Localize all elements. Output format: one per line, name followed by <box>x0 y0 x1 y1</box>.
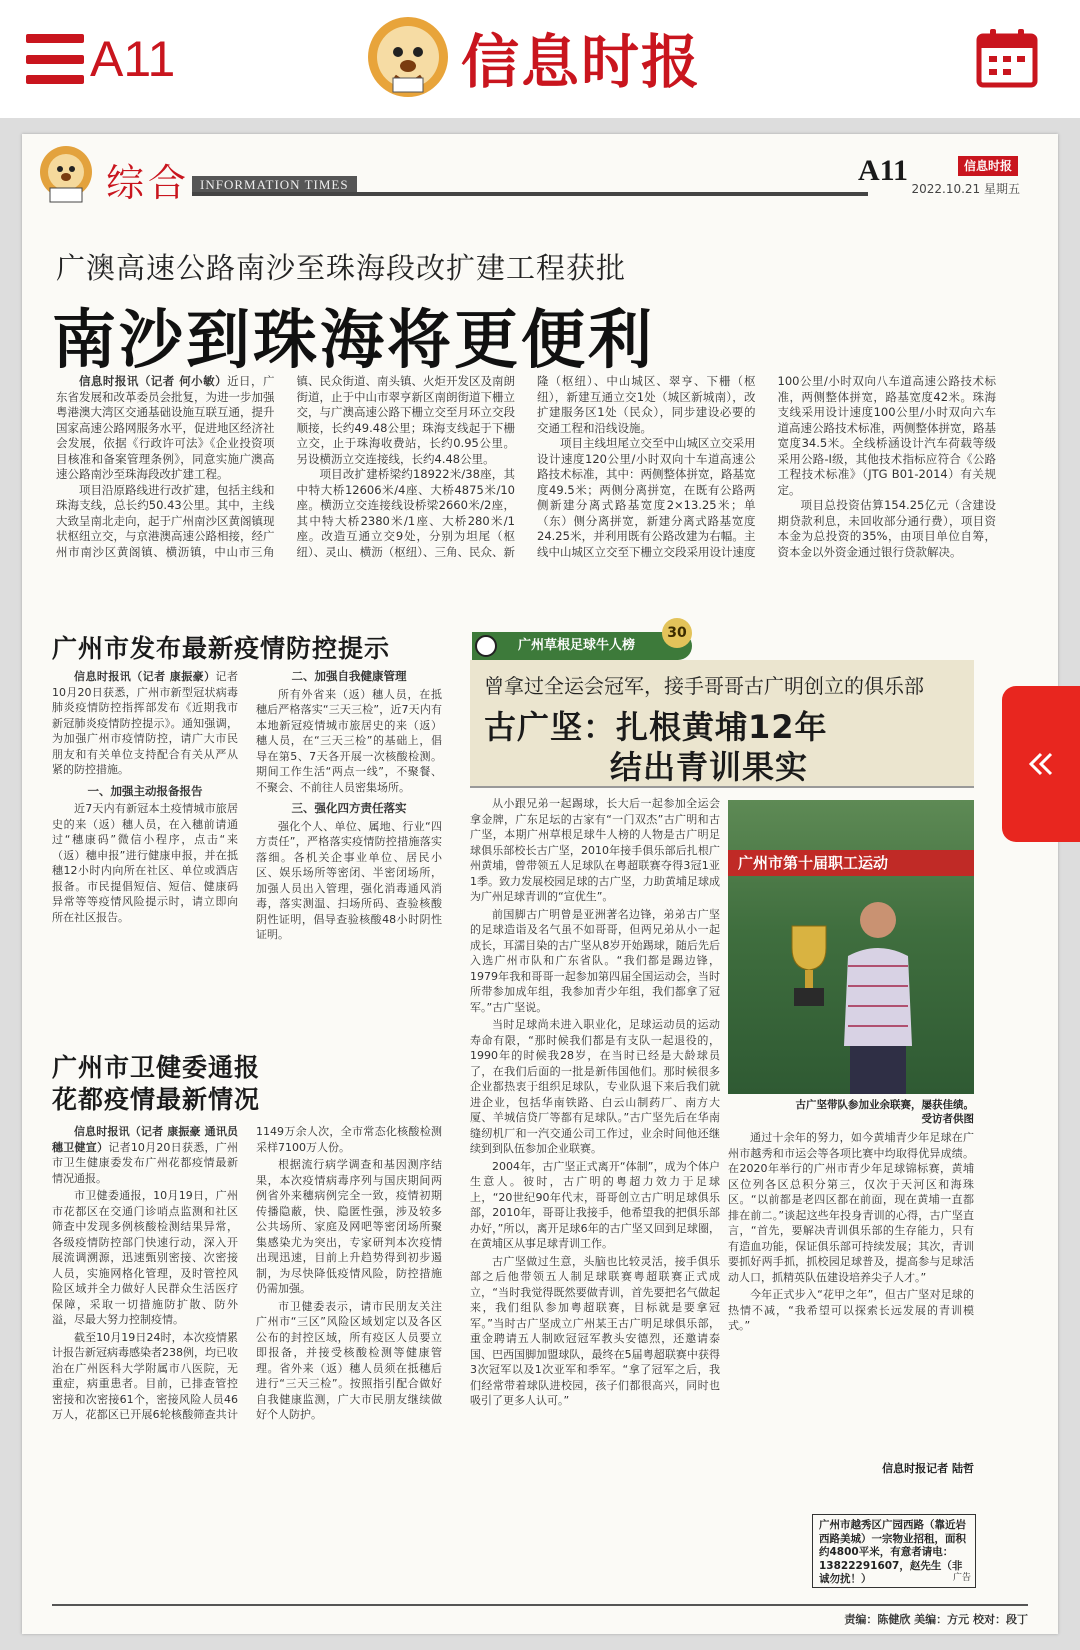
health-paragraph: 根据流行病学调查和基因测序结果，本次疫情病毒序列与国庆期间两例省外来穗病例完全一致，疫情初期传播隐蔽，快、隐匿性强，涉及较多公共场所、家庭及网吧等密闭场所聚集感染尤为突出，专家研判本次疫情出现迅速，目前上升趋势得到初步遏制，为尽快降低疫情风险，防控措施仍需加强。 <box>256 1158 442 1295</box>
paper-viewer[interactable] <box>0 118 1080 1650</box>
issue-date: 2022.10.21 星期五 <box>911 182 1020 196</box>
ad-text: 广州市越秀区广园西路（靠近岩西路美城）一宗物业招租，面积约4800平米，有意者请电：13822291607，赵先生（非诚勿扰！） <box>819 1519 966 1585</box>
editor-credits: 责编：陈健欣 美编：方元 校对：段丁 <box>844 1613 1028 1626</box>
epidemic-article-body[interactable] <box>52 669 442 1049</box>
epidemic-subheading: 二、加强自我健康管理 <box>291 669 407 683</box>
double-chevron-left-icon[interactable] <box>1025 748 1057 780</box>
health-headline-line2: 花都疫情最新情况 <box>52 1085 261 1114</box>
menu-button[interactable] <box>26 31 176 87</box>
feature-paragraph: 当时足球尚未进入职业化，足球运动员的运动寿命有限，“那时候我们都是有支队一起退役的，1990年的时候我28岁，在当时已经是大龄球员了，在我们后面的一批是新伟国他们。那时候很多企业都热衷于组织足球队，专业队退下来后我们就进企业，包括华南铁路、白云山制药厂、南方大厦、羊城信贷厂等都有足球队。”古广坚先后在华南缝纫机厂和一汽交通公司工作过，业余时间他还继续到到队伍参加企业联赛。 <box>470 1018 720 1155</box>
lion-logo-icon <box>365 14 451 100</box>
feature-signoff: 信息时报记者 陆哲 <box>882 1462 974 1475</box>
photo-credit: 受访者供图 <box>921 1113 974 1125</box>
epidemic-paragraph: 近7天内有新冠本土疫情城市旅居史的来（返）穗人员，在入穗前请通过“穗康码”微信小程序，点击“来（返）穗申报”进行健康申报，并在抵穗12小时内向所在社区、单位或酒店报备。市民提倡短信、短信、健康码异常等等疫情风险提示时，请立即向所在社区报告。 <box>52 802 238 924</box>
health-paragraph: 市卫健委通报，10月19日，广州市花都区在交通门诊哨点监测和社区筛查中发现多例核酸检测结果异常，各级疫情防控部门快速行动，深入开展流调溯源，迅速甄别密接、次密接人员，实施网格化管理，及时管控风险区域并全力做好人民群众生活医疗保障，采取一切措施防扩散、防外溢，尽最大努力控制疫情。 <box>52 1189 238 1326</box>
issue-badge: 30 <box>662 618 692 648</box>
feature-headline-box[interactable] <box>470 660 974 788</box>
masthead-rule <box>192 192 868 196</box>
lead-paragraph: 项目沿原路线进行改扩建，包括主线和珠海支线，总长约50.43公里。其中，主线大致呈南北走向，起于广州南沙区黄阁镇现状枢纽立交，与京港澳高速公路相接，经广州市南沙区黄阁镇、横沥镇，中山市三角镇、民众街道、南头镇、火炬开发区及南朗街道，止于中山市翠亨新区南朗街道下栅立交，与广澳高速公路下栅立交至月环立交段顺接，长约49.48公里；珠海支线起于下栅立交，止于珠海收费站，长约0.95公里。另设横沥立交连接线，长约4.48公里。 <box>56 374 515 559</box>
epidemic-intro: 记者10月20日获悉，广州市新型冠状病毒肺炎疫情防控指挥部发布《近期我市新冠肺炎疫情防控提示》。通知强调，为加强广州市疫情防控，请广大市民朋友和有关单位支持配合有关从严从紧的防控措施。 <box>52 670 238 776</box>
health-paragraph: 记者10月20日获悉，广州市卫生健康委发布广州花都疫情最新情况通报。 <box>52 1140 239 1185</box>
lion-mascot-icon <box>36 144 96 204</box>
photo-caption-text: 古广坚带队参加业余联赛，屡获佳绩。 <box>795 1099 974 1111</box>
page-label[interactable]: A11 <box>90 31 176 87</box>
football-icon <box>475 635 497 657</box>
lead-kicker[interactable]: 广澳高速公路南沙至珠海段改扩建工程获批 <box>56 251 627 285</box>
page-masthead <box>22 134 1058 212</box>
newspaper-page[interactable] <box>22 134 1058 1634</box>
column-ribbon: 广州草根足球牛人榜 <box>472 632 692 660</box>
epidemic-subheading: 一、加强主动报备报告 <box>87 783 203 798</box>
trophy-icon <box>784 920 834 1010</box>
feature-kicker: 曾拿过全运会冠军，接手哥哥古广明创立的俱乐部 <box>484 674 924 698</box>
collapse-panel-button[interactable] <box>1002 686 1080 842</box>
page-number: A11 <box>857 154 908 187</box>
hamburger-menu-icon[interactable] <box>26 34 84 84</box>
feature-photo[interactable] <box>728 800 974 1094</box>
health-paragraph: 截至10月19日24时，本次疫情累计报告新冠病毒感染者238例，均已收治在广州医科大学附属市八医院，无重症，病重患者。目前，已排查管控密接和次密接61个，密接风险人员46万人，花都区已开展6轮核酸筛查共计1149万余人次，全市常态化核酸检测采样7100万人份。 <box>52 1125 442 1421</box>
feature-article-body-continued[interactable] <box>728 1130 974 1460</box>
health-byline: 信息时报讯（记者 康振豪 通讯员 穗卫健宣） <box>52 1125 238 1154</box>
feature-paragraph: 通过十余年的努力，如今黄埔青少年足球在广州市越秀和市运会等各项比赛中均取得优异成绩。在2020年举行的广州市青少年足球锦标赛，黄埔区位列各区总积分第三，仅次于天河区和海珠区。“以前都是老四区都在前面，现在黄埔一直都排在前二。”谈起这些年投身青训的心得，古广坚直言，“首先，要解决青训俱乐部的生存能力，只有有造血功能，保证俱乐部可持续发展；其次，青训要抓好两手抓，抓校园足球普及，提高参与足球活动人口，抓精英队伍建设培养尖子人才。” <box>728 1131 974 1284</box>
feature-paragraph: 2004年，古广坚正式离开“体制”，成为个体户生意人。彼时，古广明的粤超力效力于足球上，“20世纪90年代末，哥哥创立古广明足球俱乐部，2010年，哥哥让我接手，他希望我的把俱乐部办好，”所以，离开足球6年的古广坚又回到足球圈，在黄埔区从事足球青训工作。 <box>470 1159 720 1250</box>
feature-paragraph: 今年正式步入“花甲之年”，但古广坚对足球的热情不减，“我希望可以探索长远发展的青训模式。” <box>728 1288 974 1332</box>
health-paragraph: 市卫健委表示，请市民朋友关注广州市“三区”风险区域划定以及各区公布的封控区域，所有疫区人员要立即报备，并接受核酸检测等健康管理。省外来（返）穗人员须在抵穗后进行“三天三检”。按照指引配合做好自我健康监测，广大市民朋友继续做好个人防护。 <box>256 1299 442 1421</box>
health-headline[interactable] <box>52 1052 260 1116</box>
brand <box>365 14 701 100</box>
epidemic-byline: 信息时报讯（记者 康振豪） <box>74 670 216 683</box>
lead-paragraph: 近日，广东省发展和改革委员会批复，为进一步加强粤港澳大湾区交通基础设施互联互通，提升国家高速公路网服务水平，促进地区经济社会发展，依据《行政许可法》《企业投资项目核准和备案管理条例》，同意实施广澳高速公路南沙至珠海段改扩建工程。 <box>56 374 275 481</box>
ad-tag: 广告 <box>952 1572 971 1583</box>
feature-headline-line1: 古广坚：扎根黄埔12年 <box>484 708 828 746</box>
lead-headline[interactable]: 南沙到珠海将更便利 <box>52 304 655 378</box>
epidemic-subheading: 三、强化四方责任落实 <box>291 801 407 815</box>
section-title-en: INFORMATION TIMES <box>192 176 357 194</box>
footer-rule <box>52 1604 1028 1606</box>
health-headline-line1: 广州市卫健委通报 <box>52 1053 261 1082</box>
lead-article-body[interactable] <box>56 374 996 586</box>
feature-paragraph: 古广坚做过生意，头脑也比较灵活，接手俱乐部之后他带领五人制足球联赛粤超联赛正式成立，“当时我觉得既然要做青训，首先要把名气做起来，我们组队参加粤超联赛，目标就是要拿冠军。”当时古广坚成立广州某王古广明足球俱乐部，重金聘请五人制欧冠冠军教头安德烈，还邀请泰国、巴西国脚加盟球队，最终在5届粤超联赛中获得3次冠军以及1次亚军和季军。“拿了冠军之后，我们经常带着球队进校园，孩子们都很高兴，同时也吸引了更多人认可。” <box>470 1254 720 1407</box>
epidemic-headline[interactable]: 广州市发布最新疫情防控提示 <box>52 634 391 663</box>
feature-paragraph: 前国脚古广明曾是亚洲著名边锋，弟弟古广坚的足球造诣及名气虽不如哥哥，但两兄弟从小一起成长，耳濡目染的古广坚从8岁开始踢球，随后先后入选广州市队和广东省队。“我们都是踢边锋，1979年我和哥哥一起参加第四届全国运动会，当时所带参加成年组，我参加青少年组，我们都拿了冠军。”古广坚说。 <box>470 907 720 1014</box>
epidemic-paragraph: 强化个人、单位、属地、行业“四方责任”，严格落实疫情防控措施落实落细。各机关企事业单位、居民小区、娱乐场所等密闭、半密闭场所，加强人员出入管理，强化消毒通风消毒，落实测温、扫场所码、查验核酸阴性证明，倡导查验核酸48小时阴性证明。 <box>256 819 442 941</box>
feature-paragraph: 从小跟兄弟一起踢球，长大后一起参加全运会拿金牌，广东足坛的古家有“一门双杰”古广明和古广坚，本期广州草根足球牛人榜的人物是古广明足球俱乐部校长古广坚，2010年接手俱乐部后扎根广州黄埔，曾带领五人足球队在粤超联赛夺得3冠1亚1季。致力发展校园足球的古广坚，力助黄埔足球成为广州足球青训的“宣优生”。 <box>470 797 720 903</box>
person-figure <box>838 896 918 1094</box>
lead-paragraph: 项目改扩建桥梁约18922米/38座，其中特大桥12606米/4座、大桥4875米/10座。横沥立交连接线设桥梁2660米/2座，其中特大桥2380米/1座、大桥280米/1座。改造互通立交9处，分别为坦尾（枢纽）、灵山、横沥（枢纽）、三角、民众、新隆（枢纽）、中山城区、翠亨、下栅（枢纽），新建互通立交1处（城区新城南），改扩建服务区1处（民众），同步建设必要的交通工程和沿线设施。 <box>296 374 756 559</box>
feature-headline-line2: 结出青训果实 <box>610 748 809 786</box>
paper-name: 信息时报 <box>958 156 1018 176</box>
lead-byline: 信息时报讯（记者 何小敏） <box>79 374 228 388</box>
classified-ad[interactable] <box>812 1514 976 1588</box>
feature-article-body[interactable] <box>470 796 720 1576</box>
section-title: 综合 <box>106 161 191 205</box>
brand-name: 信息时报 <box>461 28 702 96</box>
epidemic-paragraph: 所有外省来（返）穗人员，在抵穗后严格落实“三天三检”，近7天内有本地新冠疫情城市旅居史的来（返）穗人员，在“三天三检”的基础上，倡导在第5、7天各开展一次核酸检测。期间工作生活“两点一线”，不聚餐、不聚会、不前往人员密集场所。 <box>256 687 442 794</box>
app-header <box>0 0 1080 118</box>
photo-caption <box>728 1098 974 1126</box>
lead-paragraph: 项目主线坦尾立交至中山城区立交采用设计速度120公里/小时双向十车道高速公路技术标准，其中：两侧整体拼宽，路基宽度49.5米；两侧分离拼宽，在既有公路两侧新建分离式路基宽度2×13.25米；单（东）侧分离拼宽，新建分离式路基宽度24.25米，并利用既有公路改建为右幅。主线中山城区立交至下栅立交段采用设计速度100公里/小时双向八车道高速公路技术标准，两侧整体拼宽，路基宽度42米。珠海支线采用设计速度100公里/小时双向六车道高速公路技术标准，两侧整体拼宽，路基宽度34.5米。全线桥涵设计汽车荷载等级采用公路-I级，其他技术指标应符合《公路工程技术标准》（JTG B01-2014）有关规定。 <box>537 374 996 559</box>
photo-banner-text: 广州市第十届职工运动 <box>728 850 974 876</box>
lead-paragraph: 项目总投资估算154.25亿元（含建设期贷款利息，未回收部分通行费），项目资本金为总投资的35%，由项目单位自筹，资本金以外资金通过银行贷款解决。 <box>777 498 996 559</box>
calendar-icon[interactable] <box>976 28 1038 88</box>
health-article-body[interactable] <box>52 1124 442 1604</box>
